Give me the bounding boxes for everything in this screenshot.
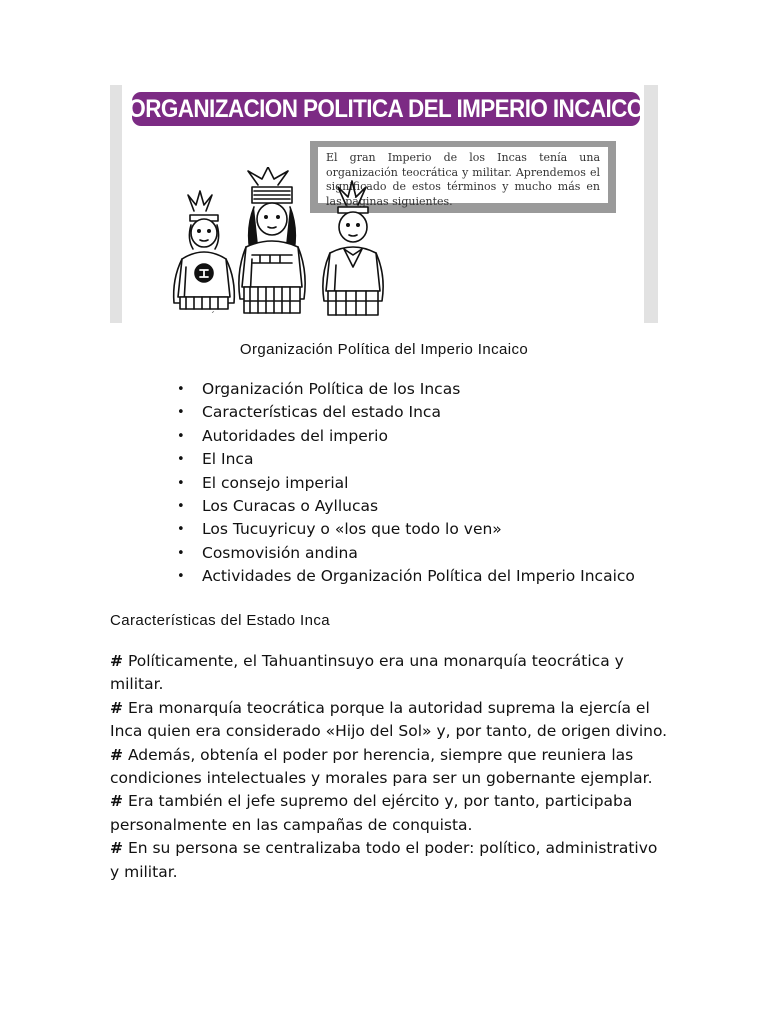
inca-figure-center (239, 167, 305, 313)
image-caption: Organización Política del Imperio Incaico (239, 341, 529, 358)
hash-marker: # (110, 652, 123, 670)
paragraph-text: Era también el jefe supremo del ejército y, por tanto, participaba personalmente en las campañas de conquista. (110, 792, 633, 834)
list-item: • El Inca (176, 448, 636, 471)
section-heading: Características del Estado Inca (110, 612, 330, 629)
list-item: • El consejo imperial (176, 472, 636, 495)
list-item: • Organización Política de los Incas (176, 378, 636, 401)
paragraph (110, 650, 670, 697)
paragraph (110, 790, 670, 837)
hash-marker: # (110, 698, 123, 717)
image-left-margin (110, 85, 122, 323)
list-item: • Autoridades del imperio (176, 425, 636, 448)
paragraph-text: Políticamente, el Tahuantinsuyo era una monarquía teocrática y militar. (110, 652, 624, 694)
list-item: • Los Curacas o Ayllucas (176, 495, 636, 518)
stray-mark: ´ (210, 311, 215, 322)
paragraph-text: Además, obtenía el poder por herencia, siempre que reuniera las condiciones intelectuales y morales para ser un gobernante ejemplar. (110, 745, 653, 788)
paragraph (110, 744, 670, 791)
list-item: • Los Tucuyricuy o «los que todo lo ven» (176, 518, 636, 541)
image-right-margin (644, 85, 658, 323)
inca-figure-left (174, 191, 235, 309)
paragraph-text: En su persona se centralizaba todo el poder: político, administrativo y militar. (110, 839, 658, 881)
title-banner (128, 92, 644, 126)
section-body (110, 650, 670, 884)
list-item: • Actividades de Organización Política del Imperio Incaico (176, 565, 636, 588)
hash-marker: # (110, 745, 123, 764)
banner-title: ORGANIZACION POLITICA DEL IMPERIO INCAICO (128, 94, 644, 123)
inca-figure-right (323, 181, 383, 315)
paragraph (110, 697, 670, 744)
paragraph-text: Era monarquía teocrática porque la autoridad suprema la ejercía el Inca quien era considerado «Hijo del Sol» y, por tanto, de origen divino. (110, 698, 668, 741)
hash-marker: # (110, 792, 123, 811)
intro-text: El gran Imperio de los Incas tenía una organización teocrática y militar. Aprendemos el significado de estos términos y mucho más en las páginas siguientes. (318, 147, 608, 203)
header-illustration (110, 85, 658, 323)
paragraph (110, 837, 670, 884)
contents-list (176, 378, 636, 589)
hash-marker: # (110, 839, 123, 858)
list-item: • Características del estado Inca (176, 401, 636, 424)
inca-figures-drawing (150, 167, 410, 323)
list-item: • Cosmovisión andina (176, 542, 636, 565)
